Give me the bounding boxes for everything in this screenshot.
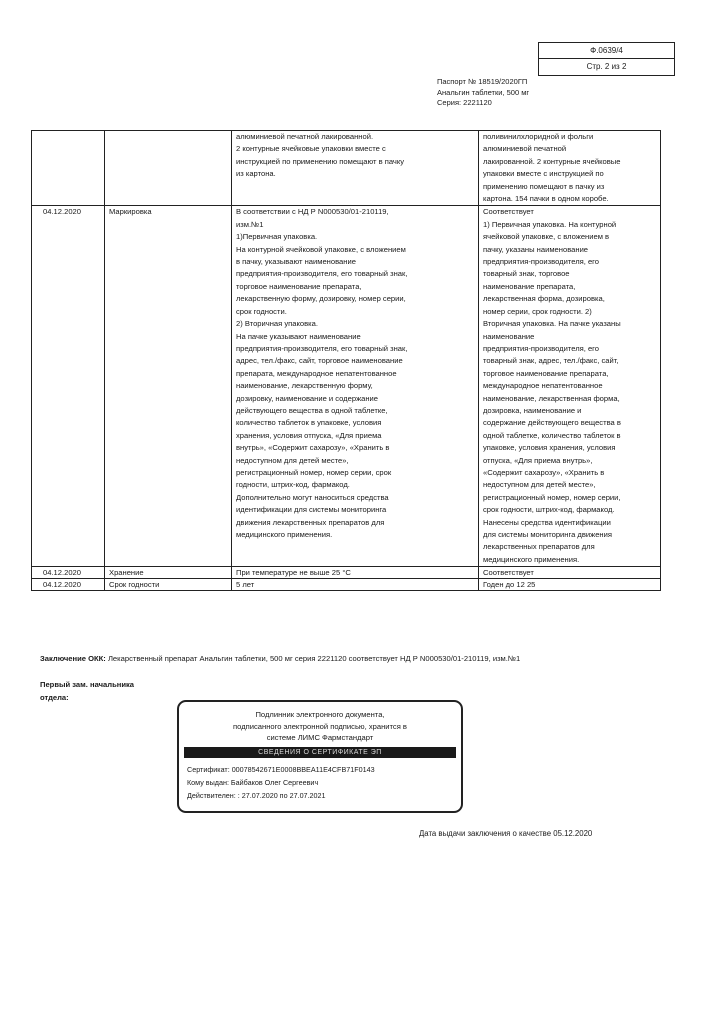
text-line: регистрационный номер, номер серии, срок xyxy=(236,467,392,477)
passport-number: Паспорт № 18519/2020ГП xyxy=(437,77,528,86)
row-result xyxy=(479,131,661,206)
text-line: товарный знак, адрес, тел./факс, сайт, xyxy=(483,356,619,366)
stamp-line: Подлинник электронного документа, xyxy=(255,710,385,719)
text-line: На контурной ячейковой упаковке, с вложением xyxy=(236,244,406,254)
row-test-name xyxy=(105,131,232,206)
text-line: внутрь», «Содержит сахарозу», «Хранить в xyxy=(236,443,390,453)
text-line: содержание действующего вещества в xyxy=(483,418,621,428)
text-line: дозировка, наименование и xyxy=(483,405,582,415)
text-line: движения лекарственных препаратов для xyxy=(236,517,385,527)
row-result: Годен до 12 25 xyxy=(479,579,661,591)
row-test-name: Срок годности xyxy=(105,579,232,591)
text-line: медицинского применения. xyxy=(483,554,580,564)
row-test-name: Хранение xyxy=(105,567,232,579)
text-line: дозировку, наименование и содержание xyxy=(236,393,379,403)
text-line: торговое наименование препарата, xyxy=(236,281,362,291)
text-line: идентификации для системы мониторинга xyxy=(236,505,387,515)
page-number: Стр. 2 из 2 xyxy=(539,58,674,74)
text-line: для системы мониторинга движения xyxy=(483,530,612,539)
series-number: Серия: 2221120 xyxy=(437,98,492,107)
stamp-line: подписанного электронной подписью, хранится в xyxy=(233,721,407,731)
row-result: Соответствует xyxy=(479,567,661,579)
product-name: Анальгин таблетки, 500 мг xyxy=(437,87,530,97)
row-requirement: 5 лет xyxy=(232,579,479,591)
conclusion-text: Лекарственный препарат Анальгин таблетки, 500 мг серия 2221120 соответствует НД Р N000530/01-210119, изм.№1 xyxy=(105,654,521,663)
row-test-name: Маркировка xyxy=(105,206,232,567)
stamp-banner: СВЕДЕНИЯ О СЕРТИФИКАТЕ ЭП xyxy=(184,747,456,758)
text-line: годности, штрих-код, фармакод. xyxy=(236,480,350,490)
text-line: лекарственная форма, дозировка, xyxy=(483,294,605,304)
text-line: изм.№1 xyxy=(236,219,264,229)
text-line: пачку, указаны наименование xyxy=(483,244,589,254)
stamp-text xyxy=(179,709,461,744)
text-line: отпуска, «Для приема внутрь», xyxy=(483,455,593,465)
text-line: 1)Первичная упаковка. xyxy=(236,232,318,242)
conclusion xyxy=(40,652,640,665)
text-line: действующего вещества в одной таблетке, xyxy=(236,405,388,415)
conclusion-label: Заключение ОКК: xyxy=(40,654,106,663)
text-line: количество таблеток в упаковке, условия xyxy=(236,418,382,428)
signatory-department: отдела: xyxy=(40,693,69,702)
text-line: 2) Вторичная упаковка. xyxy=(236,319,318,329)
text-line: медицинского применения. xyxy=(236,530,333,539)
text-line: упаковке, условия хранения, условия xyxy=(483,443,616,453)
text-line: торговое наименование препарата, xyxy=(483,368,609,378)
text-line: Соответствует xyxy=(483,207,534,217)
text-line: Нанесены средства идентификации xyxy=(483,517,611,527)
row-requirement: При температуре не выше 25 °С xyxy=(232,567,479,579)
text-line: хранения, условия отпуска, «Для приема xyxy=(236,430,382,440)
table-row xyxy=(32,131,661,206)
text-line: предприятия-производителя, его xyxy=(483,343,600,353)
test-results-table xyxy=(31,130,661,591)
text-line: наименование xyxy=(483,331,535,341)
stamp-line: системе ЛИМС Фармстандарт xyxy=(266,733,374,742)
certificate-validity: Действителен: : 27.07.2020 по 27.07.2021 xyxy=(187,790,326,800)
text-line: алюминиевой печатной лакированной. xyxy=(236,132,374,141)
text-line: из картона. xyxy=(236,169,276,179)
text-line: применению помещают в пачку из xyxy=(483,181,605,191)
signatory-title: Первый зам. начальника xyxy=(40,680,135,689)
row-date: 04.12.2020 xyxy=(32,567,105,579)
text-line: поливинилхлоридной и фольги xyxy=(483,132,594,141)
text-line: Вторичная упаковка. На пачке указаны xyxy=(483,319,621,329)
table-row xyxy=(32,579,661,591)
certificate-number: Сертификат: 00078542671E0008BBEA11E4CFB71F0143 xyxy=(187,764,375,774)
text-line: предприятия-производителя, его xyxy=(483,257,600,267)
electronic-signature-stamp xyxy=(177,700,463,813)
text-line: На пачке указывают наименование xyxy=(236,331,361,341)
form-code: Ф.0639/4 xyxy=(590,46,623,55)
text-line: 1) Первичная упаковка. На контурной xyxy=(483,219,617,229)
form-code-box xyxy=(538,42,675,76)
text-line: недоступном для детей месте», xyxy=(236,455,349,465)
certificate-owner: Кому выдан: Байбаков Олег Сергеевич xyxy=(187,777,319,787)
text-line: лакированной. 2 контурные ячейковые xyxy=(483,156,621,166)
text-line: наименование, лекарственная форма, xyxy=(483,393,620,403)
text-line: наименование препарата, xyxy=(483,281,576,291)
text-line: «Содержит сахарозу», «Хранить в xyxy=(483,467,605,477)
table-row xyxy=(32,567,661,579)
row-requirement xyxy=(232,206,479,567)
signatory xyxy=(40,678,134,704)
row-result xyxy=(479,206,661,567)
table-row xyxy=(32,206,661,567)
text-line: лекарственную форму, дозировку, номер серии, xyxy=(236,294,406,304)
row-date: 04.12.2020 xyxy=(32,206,105,567)
text-line: картона. 154 пачки в одном коробе. xyxy=(483,194,609,204)
text-line: недоступном для детей месте», xyxy=(483,480,596,490)
text-line: срок годности. xyxy=(236,306,287,316)
text-line: товарный знак, торговое xyxy=(483,269,570,279)
text-line: ячейковой упаковке, с вложением в xyxy=(483,232,610,242)
text-line: срок годности, штрих-код, фармакод. xyxy=(483,505,615,515)
text-line: Дополнительно могут наноситься средства xyxy=(236,492,389,502)
text-line: 2 контурные ячейковые упаковки вместе с xyxy=(236,144,386,154)
text-line: в пачку, указывают наименование xyxy=(236,257,356,267)
text-line: предприятия-производителя, его товарный знак, xyxy=(236,269,408,279)
text-line: международное непатентованное xyxy=(483,381,603,391)
issue-date: Дата выдачи заключения о качестве 05.12.2020 xyxy=(419,829,593,838)
text-line: одной таблетке, количество таблеток в xyxy=(483,430,621,440)
row-date: 04.12.2020 xyxy=(32,579,105,591)
text-line: номер серии, срок годности. 2) xyxy=(483,306,592,316)
text-line: лекарственных препаратов для xyxy=(483,542,595,552)
text-line: алюминиевой печатной xyxy=(483,144,567,154)
row-date xyxy=(32,131,105,206)
text-line: предприятия-производителя, его товарный знак, xyxy=(236,343,408,353)
text-line: упаковки вместе с инструкцией по xyxy=(483,169,604,179)
text-line: наименование, лекарственную форму, xyxy=(236,381,373,391)
text-line: В соответствии с НД Р N000530/01-210119, xyxy=(236,207,389,217)
text-line: препарата, международное непатентованное xyxy=(236,368,397,378)
row-requirement xyxy=(232,131,479,206)
text-line: регистрационный номер, номер серии, xyxy=(483,492,621,502)
text-line: инструкцией по применению помещают в пачку xyxy=(236,156,405,166)
passport-header xyxy=(437,77,529,109)
text-line: адрес, тел./факс, сайт, торговое наименование xyxy=(236,356,403,366)
